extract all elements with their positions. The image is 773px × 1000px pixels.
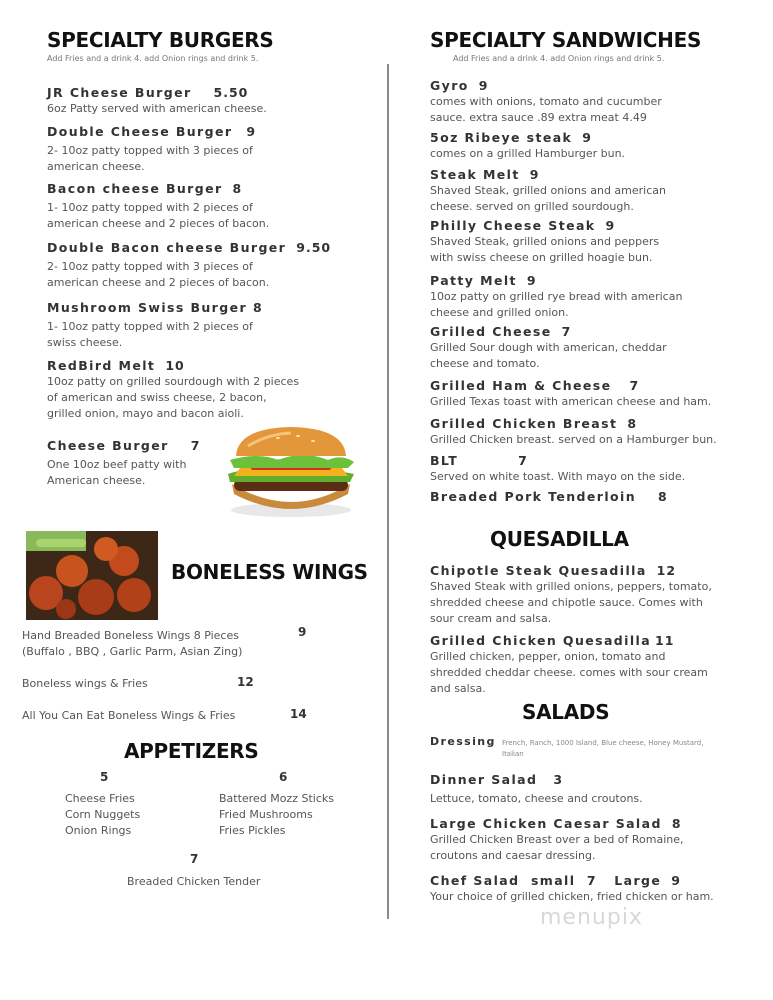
- item-name: Chipotle Steak Quesadilla: [430, 563, 647, 578]
- item-price: 9: [671, 873, 681, 888]
- wing-item-name: Boneless wings & Fries: [22, 677, 148, 690]
- item-name: Mushroom Swiss Burger: [47, 300, 248, 315]
- item-name: Breaded Pork Tenderloin: [430, 489, 636, 504]
- wings-title: BONELESS WINGS: [171, 560, 368, 584]
- item-desc: sauce. extra sauce .89 extra meat 4.49: [430, 111, 647, 124]
- item-desc: American cheese.: [47, 474, 146, 487]
- menu-item: [47, 297, 263, 351]
- item-desc: cheese and tomato.: [430, 357, 540, 370]
- item-name: Gyro: [430, 78, 469, 93]
- menu-item: [430, 630, 708, 697]
- item-price: 11: [655, 633, 675, 648]
- item-desc: cheese and grilled onion.: [430, 306, 569, 319]
- item-name: BLT: [430, 453, 459, 468]
- item-desc: 1- 10oz patty topped with 2 pieces of: [47, 320, 253, 333]
- quesadilla-title: QUESADILLA: [490, 527, 629, 551]
- item-desc: american cheese.: [47, 160, 145, 173]
- item-name: Bacon cheese Burger: [47, 181, 223, 196]
- item-price: 9.50: [296, 240, 332, 255]
- appetizer-group-price: 7: [190, 852, 199, 866]
- wing-item-name: Hand Breaded Boneless Wings 8 Pieces: [22, 629, 239, 642]
- item-desc: One 10oz beef patty with: [47, 458, 187, 471]
- item-name: Philly Cheese Steak: [430, 218, 596, 233]
- item-price: 9: [582, 130, 592, 145]
- item-price: 7: [518, 453, 528, 468]
- menu-item: [47, 435, 200, 489]
- item-name: Steak Melt: [430, 167, 520, 182]
- item-price: 8: [671, 816, 682, 831]
- wing-item-name: All You Can Eat Boneless Wings & Fries: [22, 709, 236, 722]
- boneless-wings-image: [26, 531, 158, 620]
- item-price: 9: [605, 218, 616, 233]
- burgers-subtitle: Add Fries and a drink 4. add Onion rings and drink 5.: [47, 54, 259, 63]
- item-name: JR Cheese Burger: [47, 85, 192, 100]
- item-price: 10: [165, 358, 185, 373]
- menu-item: [430, 486, 668, 505]
- appetizer-item: Battered Mozz Sticks: [219, 792, 334, 805]
- menu-item: [47, 82, 267, 117]
- item-desc: shredded cheese and chipotle sauce. Comes with: [430, 596, 703, 609]
- appetizer-item: Onion Rings: [65, 824, 132, 837]
- item-desc: 2- 10oz patty topped with 3 pieces of: [47, 260, 253, 273]
- wing-item-price: 12: [237, 675, 254, 689]
- item-desc: swiss cheese.: [47, 336, 123, 349]
- menu-item: [430, 164, 666, 215]
- appetizer-item: Cheese Fries: [65, 792, 135, 805]
- menu-item: [430, 127, 625, 162]
- item-desc: Grilled Chicken breast. served on a Hamburger bun.: [430, 433, 717, 446]
- item-price: 7: [561, 324, 572, 339]
- item-desc: Served on white toast. With mayo on the side.: [430, 470, 686, 483]
- item-desc: 10oz patty on grilled rye bread with american: [430, 290, 683, 303]
- column-divider: [387, 64, 389, 919]
- appetizer-group-price: 6: [279, 770, 288, 784]
- menu-item: [430, 321, 667, 372]
- item-name: Large Chicken Caesar Salad: [430, 816, 662, 831]
- item-desc: croutons and caesar dressing.: [430, 849, 596, 862]
- appetizer-list: [65, 791, 140, 839]
- item-name: Grilled Chicken Quesadilla: [430, 633, 652, 648]
- item-desc: 2- 10oz patty topped with 3 pieces of: [47, 144, 253, 157]
- item-desc: of american and swiss cheese, 2 bacon,: [47, 391, 267, 404]
- menu-item: [430, 560, 712, 627]
- item-price: 5.50: [213, 85, 249, 100]
- item-name: Double Cheese Burger: [47, 124, 233, 139]
- item-desc: Shaved Steak with grilled onions, peppers, tomato,: [430, 580, 712, 593]
- item-desc: Shaved Steak, grilled onions and peppers: [430, 235, 660, 248]
- item-price: 9: [529, 167, 540, 182]
- item-price: 12: [656, 563, 677, 578]
- item-name: Grilled Chicken Breast: [430, 416, 618, 431]
- item-desc: with swiss cheese on grilled hoagie bun.: [430, 251, 653, 264]
- wing-item-price: 14: [290, 707, 307, 721]
- item-name: Chef Salad small 7 Large: [430, 873, 662, 888]
- item-desc: Grilled Chicken Breast over a bed of Romaine,: [430, 833, 684, 846]
- appetizer-item: Breaded Chicken Tender: [127, 875, 261, 888]
- item-name: 5oz Ribeye steak: [430, 130, 573, 145]
- appetizer-list: [219, 791, 334, 839]
- appetizer-group-price: 5: [100, 770, 109, 784]
- item-desc: comes on a grilled Hamburger bun.: [430, 147, 626, 160]
- item-price: 8: [253, 300, 263, 315]
- menu-item: [430, 215, 659, 266]
- item-desc: sour cream and salsa.: [430, 612, 552, 625]
- item-name: Patty Melt: [430, 273, 517, 288]
- item-desc: Grilled Sour dough with american, cheddar: [430, 341, 667, 354]
- menu-item: [430, 413, 717, 448]
- item-desc: shredded cheddar cheese. comes with sour cream: [430, 666, 708, 679]
- item-desc: Shaved Steak, grilled onions and american: [430, 184, 666, 197]
- dressing-options-line: French, Ranch, 1000 Island, Blue cheese, Honey Mustard,: [502, 739, 704, 747]
- wing-item-options: (Buffalo , BBQ , Garlic Parm, Asian Zing): [22, 645, 243, 658]
- menu-item: [430, 75, 662, 126]
- appetizer-item: Fries Pickles: [219, 824, 286, 837]
- burger-image: [218, 424, 364, 520]
- dressing-label: Dressing: [430, 735, 496, 748]
- dressing-options-line: Italian: [502, 750, 524, 758]
- item-price: 8: [658, 489, 668, 504]
- item-desc: and salsa.: [430, 682, 486, 695]
- item-desc: Grilled Texas toast with american cheese and ham.: [430, 395, 712, 408]
- item-desc: 10oz patty on grilled sourdough with 2 pieces: [47, 375, 300, 388]
- item-price: 9: [246, 124, 257, 139]
- item-desc: comes with onions, tomato and cucumber: [430, 95, 662, 108]
- menu-item: [430, 870, 714, 905]
- item-desc: 6oz Patty served with american cheese.: [47, 102, 267, 115]
- sandwiches-subtitle: Add Fries and a drink 4. add Onion rings and drink 5.: [453, 54, 665, 63]
- appetizer-item: Corn Nuggets: [65, 808, 141, 821]
- item-price: 8: [627, 416, 638, 431]
- salads-title: SALADS: [522, 700, 610, 724]
- item-desc: Lettuce, tomato, cheese and croutons.: [430, 792, 643, 805]
- menu-item: [47, 178, 269, 232]
- item-price: 7: [190, 438, 201, 453]
- watermark: menupix: [540, 905, 643, 930]
- item-desc: american cheese and 2 pieces of bacon.: [47, 217, 270, 230]
- item-price: 3: [553, 772, 564, 787]
- item-price: 9: [526, 273, 537, 288]
- dressing-options: [502, 738, 703, 760]
- item-desc: Your choice of grilled chicken, fried chicken or ham.: [430, 890, 714, 903]
- menu-item: [430, 769, 643, 807]
- wing-item-price: 9: [298, 625, 307, 639]
- menu-item: [430, 270, 682, 321]
- menu-item: [430, 813, 684, 864]
- item-name: Double Bacon cheese Burger: [47, 240, 287, 255]
- menu-item: [430, 450, 685, 485]
- menu-item: [430, 375, 711, 410]
- item-name: Dinner Salad: [430, 772, 538, 787]
- sandwiches-title: SPECIALTY SANDWICHES: [430, 28, 702, 52]
- burgers-title: SPECIALTY BURGERS: [47, 28, 274, 52]
- item-desc: american cheese and 2 pieces of bacon.: [47, 276, 270, 289]
- menu-item: [47, 121, 256, 175]
- item-name: Grilled Cheese: [430, 324, 552, 339]
- item-desc: grilled onion, mayo and bacon aioli.: [47, 407, 244, 420]
- item-name: RedBird Melt: [47, 358, 156, 373]
- item-name: Grilled Ham & Cheese: [430, 378, 612, 393]
- item-desc: cheese. served on grilled sourdough.: [430, 200, 634, 213]
- menu-item: [47, 355, 299, 422]
- item-name: Cheese Burger: [47, 438, 169, 453]
- item-desc: Grilled chicken, pepper, onion, tomato and: [430, 650, 666, 663]
- appetizers-title: APPETIZERS: [124, 739, 259, 763]
- item-price: 9: [478, 78, 489, 93]
- item-price: 8: [232, 181, 243, 196]
- item-price: 7: [629, 378, 640, 393]
- appetizer-item: Fried Mushrooms: [219, 808, 313, 821]
- menu-item: [47, 237, 331, 291]
- item-desc: 1- 10oz patty topped with 2 pieces of: [47, 201, 253, 214]
